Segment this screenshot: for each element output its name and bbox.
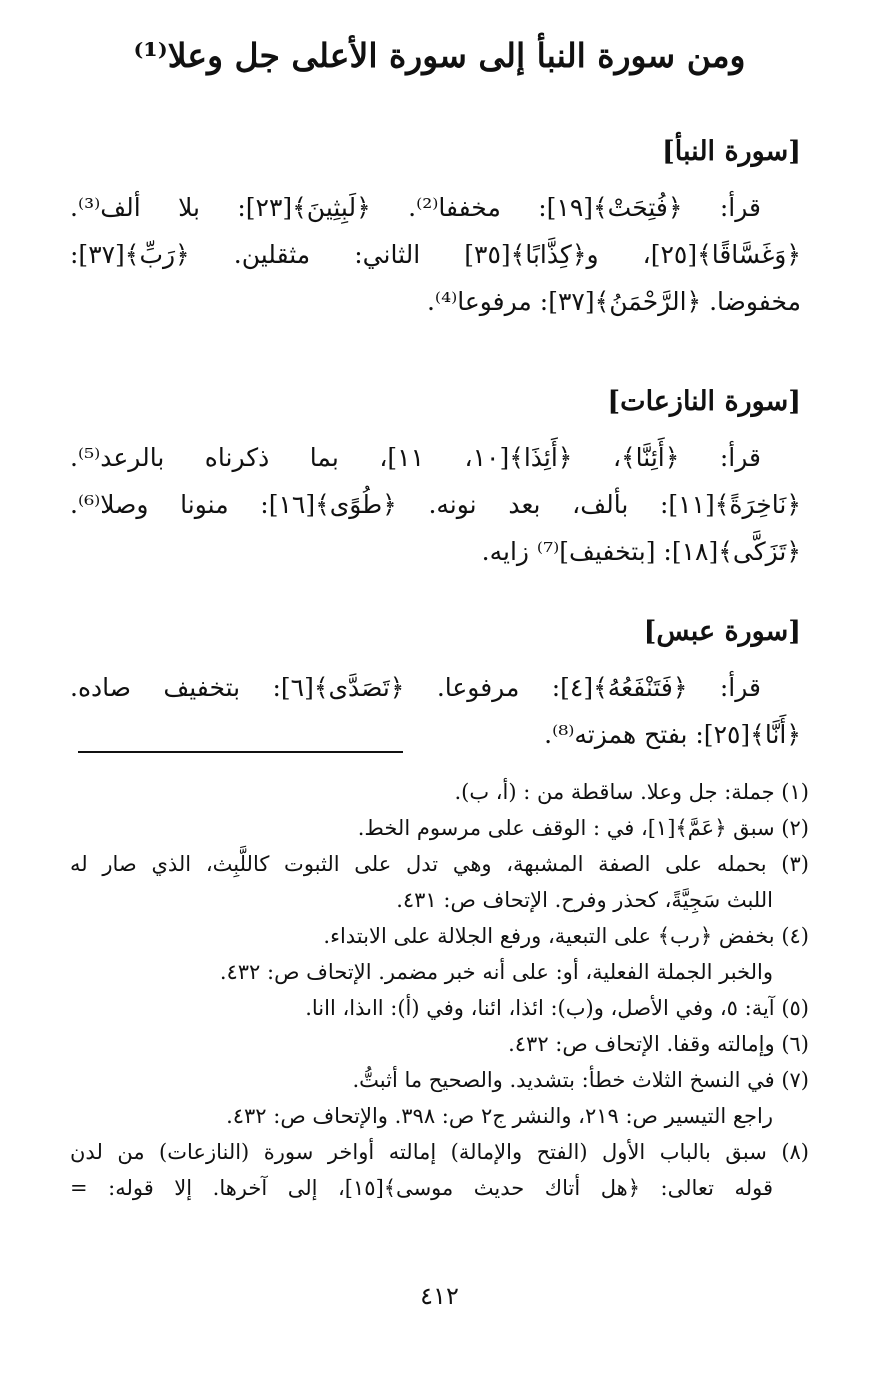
footnote-continuation: والخبر الجملة الفعلية، أو: على أنه خبر مضمر. الإتحاف ص: ٤٣٢. [219, 960, 773, 984]
text-line: مخفوضا. ﴿الرَّحْمَنُ﴾[٣٧]: مرفوعا⁽⁴⁾. [426, 287, 801, 316]
footnote: (٨) سبق بالباب الأول (الفتح والإمالة) إمالته أواخر سورة (النازعات) من لدن [70, 1140, 809, 1164]
section-abasa [70, 614, 801, 758]
footnote: (٤) بخفض ﴿رب﴾ على التبعية، ورفع الجلالة على الابتداء. [323, 924, 809, 948]
footnote: (٢) سبق ﴿عَمَّ﴾[١]، في : الوقف على مرسوم الخط. [357, 816, 809, 840]
footnote-continuation: راجع التيسير ص: ٢١٩، والنشر ج٢ ص: ٣٩٨. والإتحاف ص: ٤٣٢. [226, 1104, 773, 1128]
footnote-continuation: اللبث سَجِيَّةً، كحذر وفرح. الإتحاف ص: ٤٣١. [396, 888, 773, 912]
footnote: (١) جملة: جل وعلا. ساقطة من : (أ، ب). [454, 780, 809, 804]
footnote: (٣) بحمله على الصفة المشبهة، وهي تدل على الثبوت كاللَّبِث، الذي صار له [70, 852, 809, 876]
text-line: ﴿نَاخِرَةً﴾[١١]: بألف، بعد نونه. ﴿طُوًى﴾[١٦]: منونا وصلا⁽⁶⁾. [70, 490, 801, 519]
text-line: قرأ: ﴿أَئِنَّا﴾، ﴿أَئِذَا﴾[١٠، ١١]، بما ذكرناه بالرعد⁽⁵⁾. [70, 443, 762, 472]
section-heading: [سورة النبأ] [662, 136, 801, 167]
text-line: قرأ: ﴿فُتِحَتْ﴾[١٩]: مخففا⁽²⁾. ﴿لَبِثِينَ﴾[٢٣]: بلا ألف⁽³⁾. [70, 193, 762, 222]
footnote-continuation: قوله تعالى: ﴿هل أتاك حديث موسى﴾[١٥]، إلى آخرها. إلا قوله: = [70, 1176, 773, 1200]
footnote: (٧) في النسخ الثلاث خطأ: بتشديد. والصحيح ما أثبتُّ. [352, 1068, 809, 1092]
section-heading: [سورة النازعات] [607, 386, 801, 417]
section-heading: [سورة عبس] [643, 616, 801, 647]
footnote: (٥) آية: ٥، وفي الأصل، و(ب): ائذا، ائنا، وفي (أ): ااىذا، اانا. [305, 996, 809, 1020]
text-line: قرأ: ﴿فَتَنْفَعُهُ﴾[٤]: مرفوعا. ﴿تَصَدَّى﴾[٦]: بتخفيف صاده. [70, 673, 761, 702]
section-naziat [70, 384, 801, 575]
text-line: ﴿وَغَسَّاقًا﴾[٢٥]، و﴿كِذَّابًا﴾[٣٥] الثاني: مثقلين. ﴿رَبِّ﴾[٣٧]: [70, 240, 802, 269]
page-number: ٤١٢ [420, 1282, 459, 1310]
text-line: ﴿أَنَّا﴾[٢٥]: بفتح همزته⁽⁸⁾. [544, 720, 801, 749]
footnotes [70, 774, 809, 1206]
section-naba [70, 134, 801, 325]
text-line: ﴿تَزَكَّى﴾[١٨]: [بتخفيف]⁽⁷⁾ زايه. [481, 537, 801, 566]
footnote: (٦) وإمالته وقفا. الإتحاف ص: ٤٣٢. [508, 1032, 809, 1056]
page-title: ومن سورة النبأ إلى سورة الأعلى جل وعلا⁽¹⁾ [133, 36, 746, 75]
footnote-divider [78, 751, 403, 753]
